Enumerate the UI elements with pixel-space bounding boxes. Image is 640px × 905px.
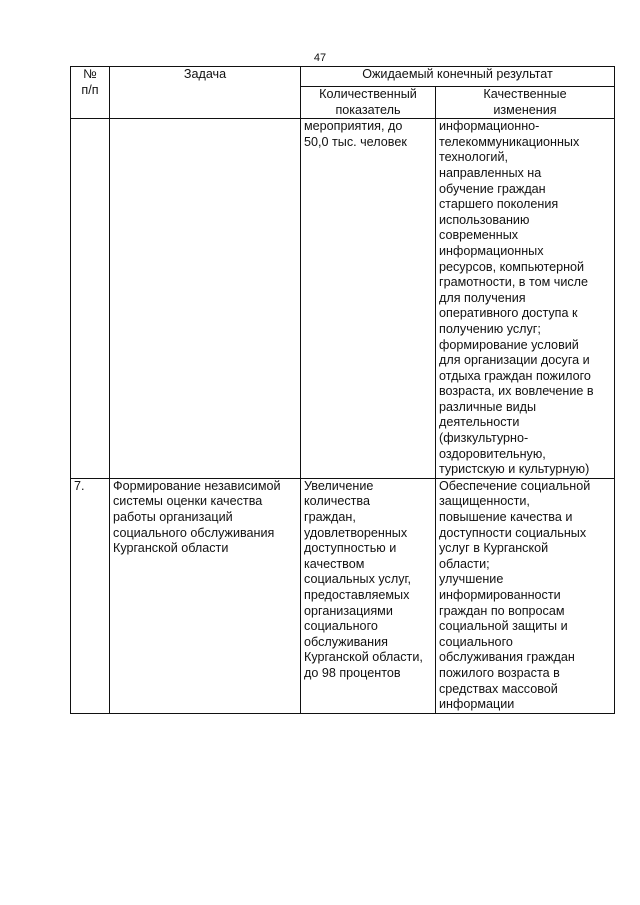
row-number: 7.	[71, 478, 110, 713]
header-qualitative: Качественные изменения	[436, 87, 615, 119]
page-number: 47	[313, 52, 327, 64]
row-task	[110, 119, 301, 479]
row-qualitative: Обеспечение социальной защищенности, повышение качества и доступности социальных услуг в Курганской области; улучшение информированности граждан по вопросам социальной защиты и социального обслуживания граждан пожилого возраста в средствах массовой информации	[436, 478, 615, 713]
header-number: № п/п	[71, 67, 110, 119]
results-table	[70, 66, 615, 714]
table-row	[71, 478, 615, 713]
row-qualitative: информационно- телекоммуникационных технологий, направленных на обучение граждан старшего поколения использованию современных информационных ресурсов, компьютерной грамотности, в том числе для получения оперативного доступа к получению услуг; формирование условий для организации досуга и отдыха граждан пожилого возраста, их вовлечение в различные виды деятельности (физкультурно- оздоровительную, туристскую и культурную)	[436, 119, 615, 479]
header-expected-result: Ожидаемый конечный результат	[301, 67, 615, 87]
row-quantitative: Увеличение количества граждан, удовлетворенных доступностью и качеством социальных услуг, предоставляемых организациями социального обслуживания Курганской области, до 98 процентов	[301, 478, 436, 713]
header-quantitative: Количественный показатель	[301, 87, 436, 119]
row-quantitative: мероприятия, до 50,0 тыс. человек	[301, 119, 436, 479]
header-row	[71, 67, 615, 87]
row-task: Формирование независимой системы оценки качества работы организаций социального обслуживания Курганской области	[110, 478, 301, 713]
table-header	[71, 67, 615, 119]
row-number	[71, 119, 110, 479]
table-row	[71, 119, 615, 479]
header-task: Задача	[110, 67, 301, 119]
